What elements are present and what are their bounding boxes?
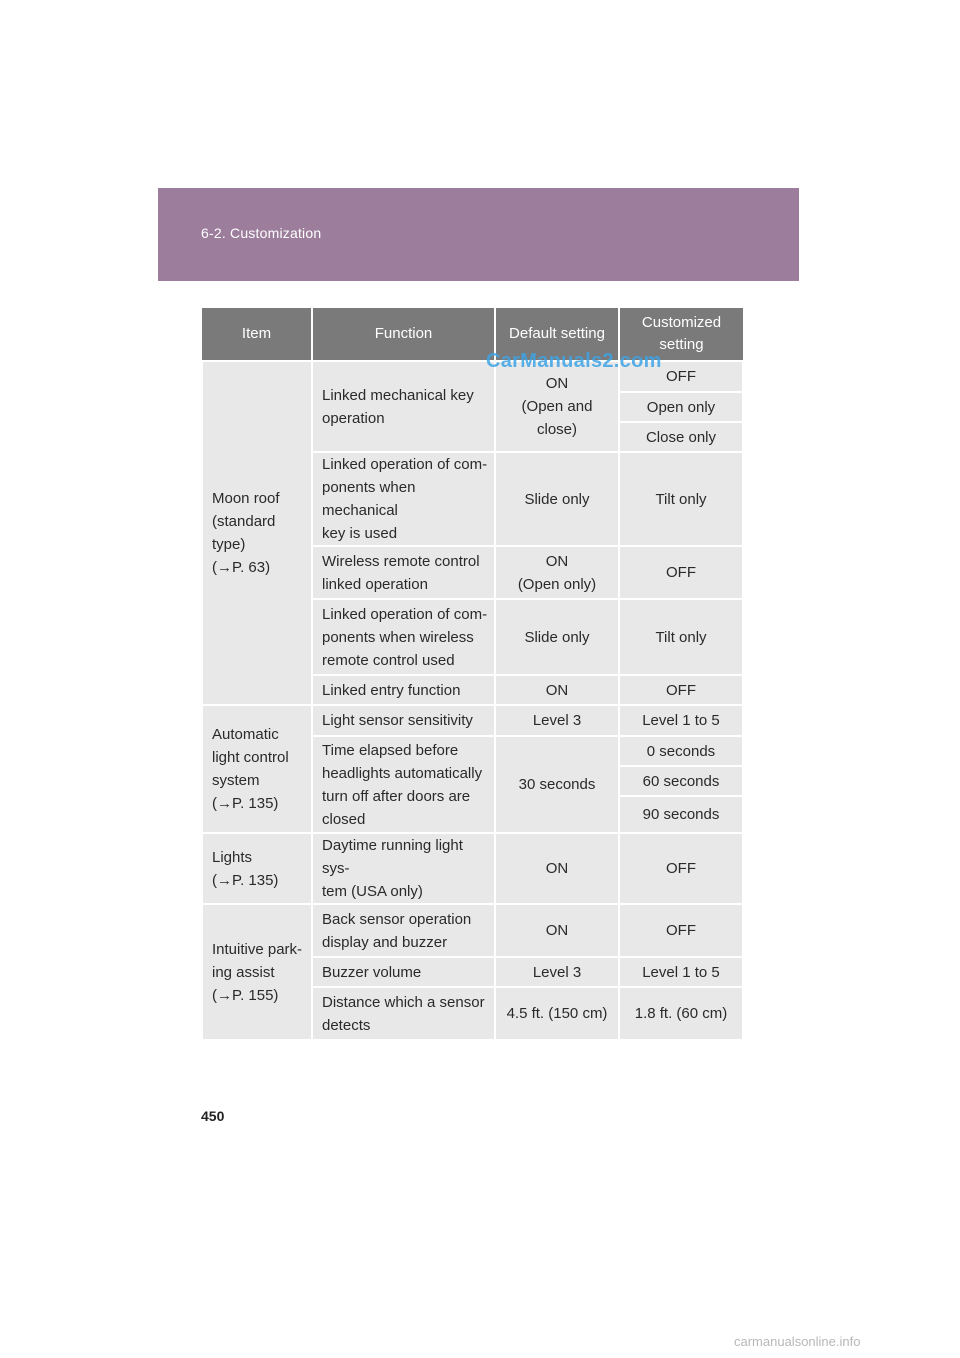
customized-cell: Tilt only: [619, 599, 743, 675]
customized-cell: Open only: [619, 392, 743, 422]
customized-cell: 0 seconds: [619, 736, 743, 766]
page-number: 450: [201, 1108, 225, 1124]
column-header-item: Item: [202, 308, 312, 361]
customized-cell: 60 seconds: [619, 766, 743, 796]
default-cell: 30 seconds: [495, 736, 619, 833]
header-band: [158, 188, 799, 281]
customized-cell: Level 1 to 5: [619, 705, 743, 736]
column-header-function: Function: [312, 308, 495, 361]
function-cell: Time elapsed before headlights automatically turn off after doors are closed: [312, 736, 495, 833]
default-cell: Slide only: [495, 599, 619, 675]
function-cell: Distance which a sensor detects: [312, 987, 495, 1040]
customized-cell: OFF: [619, 361, 743, 392]
item-intuitive-parking-assist: Intuitive park- ing assist (→P. 155): [202, 904, 312, 1040]
default-cell: ON (Open only): [495, 546, 619, 599]
function-cell: Wireless remote control linked operation: [312, 546, 495, 599]
function-cell: Linked operation of com- ponents when wireless remote control used: [312, 599, 495, 675]
customized-cell: Close only: [619, 422, 743, 452]
function-cell: Light sensor sensitivity: [312, 705, 495, 736]
function-cell: Buzzer volume: [312, 957, 495, 987]
default-cell: ON: [495, 675, 619, 705]
customized-cell: OFF: [619, 546, 743, 599]
item-automatic-light-control: Automatic light control system (→P. 135): [202, 705, 312, 833]
table-row: [202, 833, 743, 904]
customized-cell: Level 1 to 5: [619, 957, 743, 987]
default-cell: Level 3: [495, 957, 619, 987]
customized-cell: 90 seconds: [619, 796, 743, 833]
default-cell: Level 3: [495, 705, 619, 736]
default-cell: ON (Open and close): [495, 361, 619, 452]
table-row: [202, 361, 743, 392]
item-moon-roof: Moon roof (standard type) (→P. 63): [202, 361, 312, 705]
function-cell: Back sensor operation display and buzzer: [312, 904, 495, 957]
function-cell: Linked operation of com- ponents when mechanical key is used: [312, 452, 495, 546]
customized-cell: 1.8 ft. (60 cm): [619, 987, 743, 1040]
item-lights: Lights (→P. 135): [202, 833, 312, 904]
default-cell: ON: [495, 904, 619, 957]
column-header-customized: Customized setting: [619, 308, 743, 361]
section-title: 6-2. Customization: [201, 225, 322, 241]
customized-cell: OFF: [619, 904, 743, 957]
default-cell: ON: [495, 833, 619, 904]
default-cell: 4.5 ft. (150 cm): [495, 987, 619, 1040]
table-header-row: [202, 308, 743, 361]
function-cell: Linked mechanical key operation: [312, 361, 495, 452]
customized-cell: OFF: [619, 833, 743, 904]
table-row: [202, 705, 743, 736]
table-row: [202, 904, 743, 957]
customized-cell: OFF: [619, 675, 743, 705]
customization-table: [201, 308, 744, 1041]
customized-cell: Tilt only: [619, 452, 743, 546]
default-cell: Slide only: [495, 452, 619, 546]
function-cell: Daytime running light sys- tem (USA only): [312, 833, 495, 904]
column-header-default: Default setting: [495, 308, 619, 361]
watermark-text: CarManuals2.com: [486, 350, 662, 372]
function-cell: Linked entry function: [312, 675, 495, 705]
footer-site-link[interactable]: carmanualsonline.info: [734, 1334, 861, 1349]
